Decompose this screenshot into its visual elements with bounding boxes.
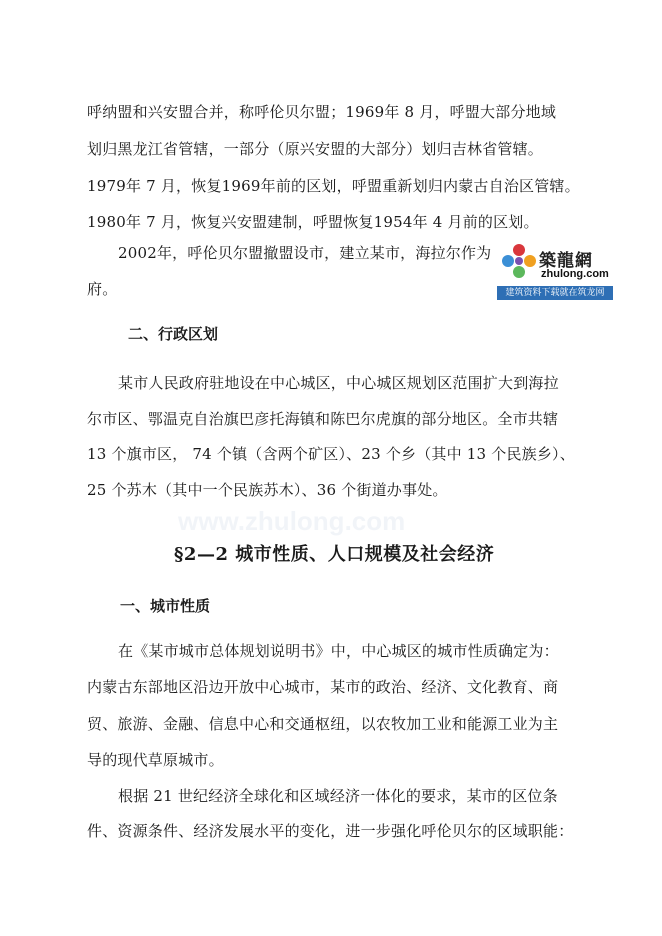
paragraph-line: 1979年 7 月，恢复1969年前的区划，呼盟重新划归内蒙古自治区管辖。 [87, 177, 580, 195]
logo-banner: 建筑资料下载就在筑龙网 [497, 286, 613, 300]
paragraph-line: 在《某市城市总体规划说明书》中，中心城区的城市性质确定为： [118, 642, 559, 660]
logo-url: zhulong.com [541, 268, 609, 280]
heading-city-nature: 一、城市性质 [120, 597, 211, 615]
paragraph-line: 1980年 7 月，恢复兴安盟建制，呼盟恢复1954年 4 月前的区划。 [87, 213, 539, 231]
logo-name: 築龍網 [539, 251, 593, 271]
zhulong-logo [497, 242, 613, 302]
paragraph-line: 尔市区、鄂温克自治旗巴彦托海镇和陈巴尔虎旗的部分地区。全市共辖 [87, 410, 559, 428]
paragraph-line: 25 个苏木（其中一个民族苏木）、36 个街道办事处。 [87, 481, 448, 499]
paragraph-line: 件、资源条件、经济发展水平的变化，进一步强化呼伦贝尔的区域职能： [87, 822, 574, 840]
paragraph-line: 贸、旅游、金融、信息中心和交通枢纽，以农牧加工业和能源工业为主 [87, 715, 559, 733]
zhulong-logo-icon [499, 242, 539, 286]
heading-admin-division: 二、行政区划 [128, 325, 219, 343]
paragraph-line: 导的现代草原城市。 [87, 751, 224, 769]
paragraph-line: 2002年，呼伦贝尔盟撤盟设市，建立某市，海拉尔作为 [118, 244, 492, 262]
paragraph-line: 根据 21 世纪经济全球化和区域经济一体化的要求，某市的区位条 [118, 787, 558, 805]
paragraph-line: 呼纳盟和兴安盟合并，称呼伦贝尔盟；1969年 8 月，呼盟大部分地域 [87, 103, 557, 121]
paragraph-line: 某市人民政府驻地设在中心城区，中心城区规划区范围扩大到海拉 [118, 374, 559, 392]
paragraph-line: 13 个旗市区， 74 个镇（含两个矿区）、23 个乡（其中 13 个民族乡）、 [87, 445, 575, 463]
paragraph-line: 府。 [87, 280, 118, 298]
section-heading: §2—2 城市性质、人口规模及社会经济 [174, 544, 495, 565]
paragraph-line: 划归黑龙江省管辖，一部分（原兴安盟的大部分）划归吉林省管辖。 [87, 140, 544, 158]
paragraph-line: 内蒙古东部地区沿边开放中心城市，某市的政治、经济、文化教育、商 [87, 678, 559, 696]
faint-watermark-text: www.zhulong.com [178, 506, 406, 536]
